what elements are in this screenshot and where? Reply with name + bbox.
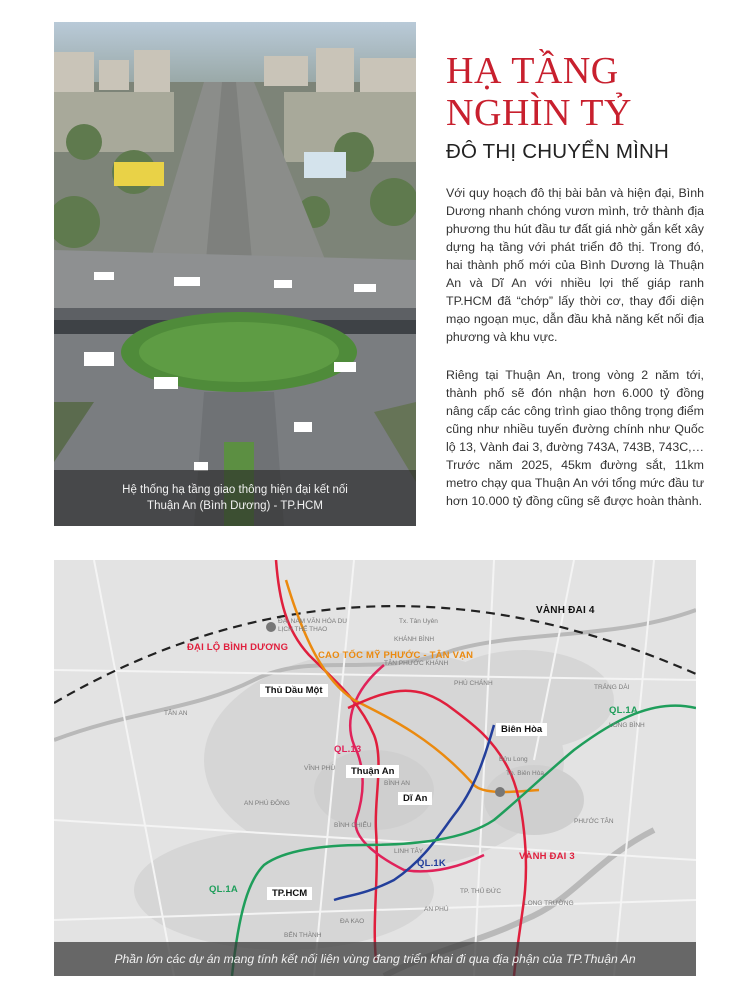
map-caption: Phần lớn các dự án mang tính kết nối liên vùng đang triển khai đi qua địa phận của TP.Thuận An — [54, 942, 696, 976]
place-bien-hoa: Biên Hòa — [496, 723, 547, 736]
title-line1: HẠ TẦNG — [446, 50, 619, 92]
map-label-an-phu: AN PHÚ — [424, 906, 449, 913]
label-ql1a-west: QL.1A — [209, 884, 238, 895]
label-vanh-dai-3: VÀNH ĐAI 3 — [519, 851, 575, 862]
article-subtitle: ĐÔ THỊ CHUYỂN MÌNH — [446, 140, 670, 163]
landmark-pin-icon — [266, 622, 276, 632]
map-label-long-truong: LONG TRƯỜNG — [524, 900, 574, 907]
photo-caption-line2: Thuận An (Bình Dương) - TP.HCM — [147, 500, 323, 512]
place-thuan-an: Thuận An — [346, 765, 399, 778]
article-title — [446, 50, 736, 134]
map-label-long-binh: LONG BÌNH — [609, 722, 645, 729]
label-ql1k: QL.1K — [417, 858, 446, 869]
map-label-trang-dai: TRẢNG DÀI — [594, 684, 630, 691]
label-cao-toc: CAO TỐC MỸ PHƯỚC - TÂN VẠN — [318, 650, 474, 661]
map-label-linh-tay: LINH TÂY — [394, 848, 424, 855]
label-ql13: QL.13 — [334, 744, 362, 755]
label-ql1a-east: QL.1A — [609, 705, 638, 716]
interchange-illustration — [54, 22, 416, 526]
place-di-an: Dĩ An — [398, 792, 432, 805]
map-label-tan-an: TÂN AN — [164, 710, 188, 717]
title-line2: NGHÌN TỶ — [446, 92, 632, 134]
map-label-khanh-binh: KHÁNH BÌNH — [394, 636, 435, 643]
map-landmark-label: ĐẠI NAM VĂN HÓA DU LỊCH THỂ THAO — [278, 618, 347, 633]
map-label-tp-thu-duc: TP. THỦ ĐỨC — [460, 888, 502, 895]
label-vanh-dai-4: VÀNH ĐAI 4 — [536, 605, 595, 616]
map-label-buu-long: Bửu Long — [499, 756, 528, 763]
map-label-phuoc-tan: PHƯỚC TÂN — [574, 818, 614, 825]
map-label-an-phu-dong: AN PHÚ ĐÔNG — [244, 800, 290, 807]
photo-caption-line1: Hệ thống hạ tầng giao thông hiện đại kết nối — [122, 484, 348, 496]
map-label-tan-phuoc: TÂN PHƯỚC KHÁNH — [384, 660, 449, 667]
label-dai-lo-binh-duong: ĐẠI LỘ BÌNH DƯƠNG — [187, 642, 289, 653]
map-label-da-kao: ĐA KAO — [340, 918, 365, 925]
article-paragraph-1: Với quy hoạch đô thị bài bản và hiện đại, Bình Dương nhanh chóng vươn mình, trở thành địa phương thu hút đầu tư đất giá nhờ gắn kết xây dựng hạ tầng với phát triển đô thị. Trong đó, hai thành phố mới của Bình Dương là Thuận An và Dĩ An với nhiều lợi thế giáp ranh TP.HCM đã “chớp” lấy thời cơ, thay đổi diện mạo ngoạn mục, dẫn đầu khả năng kết nối địa phương và khu vực. — [446, 186, 704, 344]
photo-caption — [54, 470, 416, 526]
map-label-phu-chanh: PHÚ CHÁNH — [454, 680, 493, 687]
aerial-photo — [54, 22, 416, 526]
map-label-ben-thanh: BẾN THÀNH — [284, 932, 322, 939]
map-label-bien-hoa-city: Tp. Biên Hòa — [506, 770, 544, 777]
road-network-map — [54, 560, 696, 976]
map-label-tan-uyen: Tx. Tân Uyên — [399, 618, 438, 625]
map-label-binh-an: BÌNH AN — [384, 780, 411, 787]
article-paragraph-2: Riêng tại Thuận An, trong vòng 2 năm tới, thành phố sẽ đón nhận hơn 6.000 tỷ đồng nâng cấp các công trình giao thông trọng điểm cũng như nhiều tuyến đường chính như Quốc lộ 13, Vành đai 3, đường 743A, 743B, 743C,… Trước năm 2025, 45km đường sắt, 11km metro chạy qua Thuận An với tổng mức đầu tư hơn 10.000 tỷ đồng cũng sẽ được hoàn thành. — [446, 368, 704, 508]
map-label-vinh-phu: VĨNH PHÚ — [304, 765, 336, 772]
place-tp-hcm: TP.HCM — [267, 887, 312, 900]
place-thu-dau-mot: Thủ Dầu Một — [260, 684, 328, 697]
bien-hoa-pin-icon — [495, 787, 505, 797]
map-label-binh-chieu: BÌNH CHIỂU — [334, 822, 372, 829]
